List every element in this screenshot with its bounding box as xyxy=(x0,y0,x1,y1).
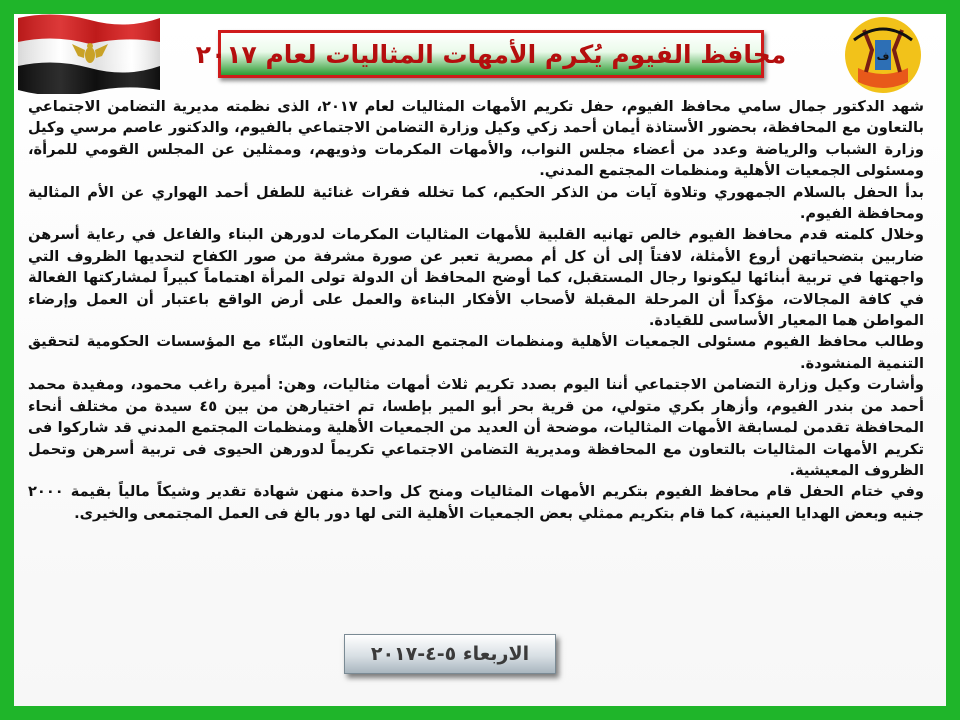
article-paragraph: شهد الدكتور جمال سامي محافظ الفيوم، حفل تكريم الأمهات المثاليات لعام ٢٠١٧، الذى نظمته مديرية التضامن الاجتماعي بالتعاون مع المحافظة، بحضور الأستاذة أيمان أحمد زكي وكيل وزارة التضامن الاجتماعي بالفيوم، والدكتور عاصم مرسي وكيل وزارة الشباب والرياضة وعدد من أعضاء مجلس النواب، والأمهات المكرمات وذويهم، وممثلين عن المجلس القومي للمرأة، ومسئولى الجمعيات الأهلية ومنظمات المجتمع المدني. xyxy=(28,98,924,180)
title-banner xyxy=(195,30,787,78)
egypt-flag-icon xyxy=(14,12,164,94)
publish-date: الاربعاء ٥-٤-٢٠١٧ xyxy=(370,643,530,665)
article-paragraph: وخلال كلمته قدم محافظ الفيوم خالص تهانيه القلبية للأمهات المثاليات المكرمات لدورهن البناء والفاعل في رعاية أسرهن ضاربين بتضحياتهن أروع الأمثلة، لافتاً إلى أن كل أم مصرية تعبر عن صورة مشرفة من صور الكفاح لتحديها الظروف التي واجهتها في تربية أبنائها ليكونوا رجال المستقبل، كما أوضح المحافظ أن الدولة تولى المرأة اهتماماً كبيراً لمشاركتها الفعالة في كافة المجالات، مؤكداً أن المرحلة المقبلة لأصحاب الأفكار البناءة والعمل على أرض الواقع باعتبار أن العمل وإرضاء المواطن هما المعيار الأساسى للقيادة. xyxy=(28,226,924,330)
article-paragraph: بدأ الحفل بالسلام الجمهوري وتلاوة آيات من الذكر الحكيم، كما تخلله فقرات غنائية للطفل أحمد الهواري عن الأم المثالية ومحافظة الفيوم. xyxy=(28,183,924,223)
article-paragraph: وأشارت وكيل وزارة التضامن الاجتماعي أننا اليوم بصدد تكريم ثلاث أمهات مثاليات، وهن: أميرة راغب محمود، ومفيدة محمد أحمد من بندر الفيوم، وأزهار بكري متولي، من قرية بحر أبو المير بإطسا، تم اختيارهن من بين ٤٥ سيدة من مختلف أنحاء المحافظة تقدمن لمسابقة الأمهات المثاليات، موضحة أن العديد من الجمعيات الأهلية ومنظمات المجتمع المدني قد شاركوا فى تكريم الأمهات المثاليات بالتعاون مع المحافظة ومديرية التضامن الاجتماعي تكريماً لدورهن الحيوى فى تربية أسرهن وتحمل الظروف المعيشية. xyxy=(28,376,924,479)
page-title: محافظ الفيوم يُكرم الأمهات المثاليات لعام ٢٠١٧ xyxy=(195,39,787,69)
fayoum-governorate-emblem-icon xyxy=(828,10,938,100)
svg-text:ف: ف xyxy=(876,50,890,63)
date-badge xyxy=(344,634,556,674)
article-paragraph: وفي ختام الحفل قام محافظ الفيوم بتكريم الأمهات المثاليات ومنح كل واحدة منهن شهادة تقدير وشيكاً مالياً بقيمة ٢٠٠٠ جنيه وبعض الهدايا العينية، كما قام بتكريم ممثلي بعض الجمعيات الأهلية التى لها دور بالغ فى العمل المجتمعى والخيرى. xyxy=(28,483,924,522)
article-body xyxy=(28,96,924,588)
article-paragraph: وطالب محافظ الفيوم مسئولى الجمعيات الأهلية ومنظمات المجتمع المدني بالتعاون البنّاء مع المؤسسات الحكومية لتحقيق التنمية المنشودة. xyxy=(28,333,924,372)
